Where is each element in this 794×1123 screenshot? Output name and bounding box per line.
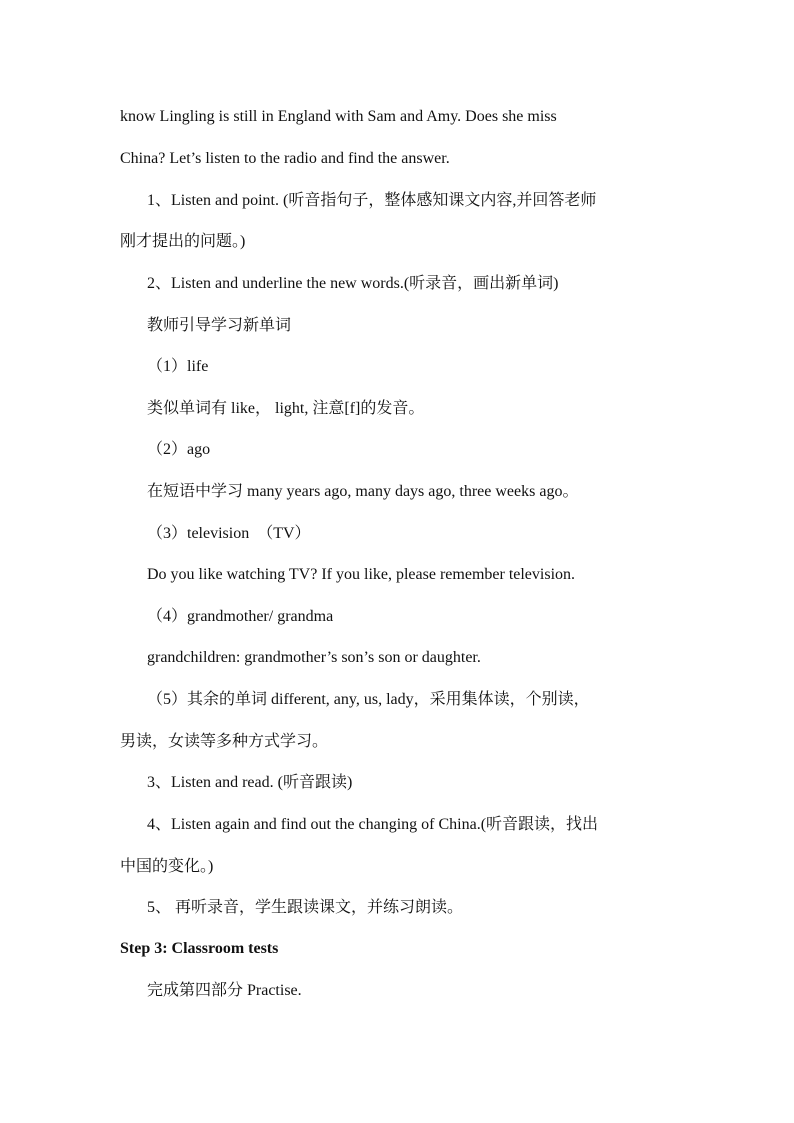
vocab-item-4: （4）grandmother/ grandma	[147, 608, 334, 625]
text-line: 男读，女读等多种方式学习。	[120, 733, 329, 750]
text-line: 教师引导学习新单词	[147, 317, 292, 334]
text-line: 刚才提出的问题。)	[120, 233, 246, 250]
vocab-item-1: （1）life	[147, 358, 209, 375]
text-line: know Lingling is still in England with Sam and Amy. Does she miss	[120, 108, 557, 125]
text-line: 在短语中学习 many years ago, many days ago, three weeks ago。	[147, 483, 579, 500]
list-item-1: 1、Listen and point. (听音指句子，整体感知课文内容,并回答老师	[147, 192, 597, 209]
text-line: grandchildren: grandmother’s son’s son or daughter.	[147, 649, 481, 666]
list-item-3: 3、Listen and read. (听音跟读)	[147, 774, 353, 791]
list-item-5: 5、 再听录音，学生跟读课文，并练习朗读。	[147, 899, 464, 916]
vocab-item-2: （2）ago	[147, 441, 211, 458]
text-line: China? Let’s listen to the radio and find the answer.	[120, 150, 450, 167]
text-line: 完成第四部分 Practise.	[147, 982, 302, 999]
list-item-4: 4、Listen again and find out the changing of China.(听音跟读，找出	[147, 816, 599, 833]
list-item-2: 2、Listen and underline the new words.(听录音，画出新单词)	[147, 275, 559, 292]
section-heading: Step 3: Classroom tests	[120, 940, 279, 957]
text-line: 中国的变化。)	[120, 858, 214, 875]
text-line: Do you like watching TV? If you like, please remember television.	[147, 566, 576, 583]
vocab-item-3: （3）television （TV）	[147, 525, 311, 542]
vocab-item-5: （5）其余的单词 different, any, us, lady，采用集体读，个别读，	[147, 691, 590, 708]
text-line: 类似单词有 like， light, 注意[f]的发音。	[147, 400, 425, 417]
